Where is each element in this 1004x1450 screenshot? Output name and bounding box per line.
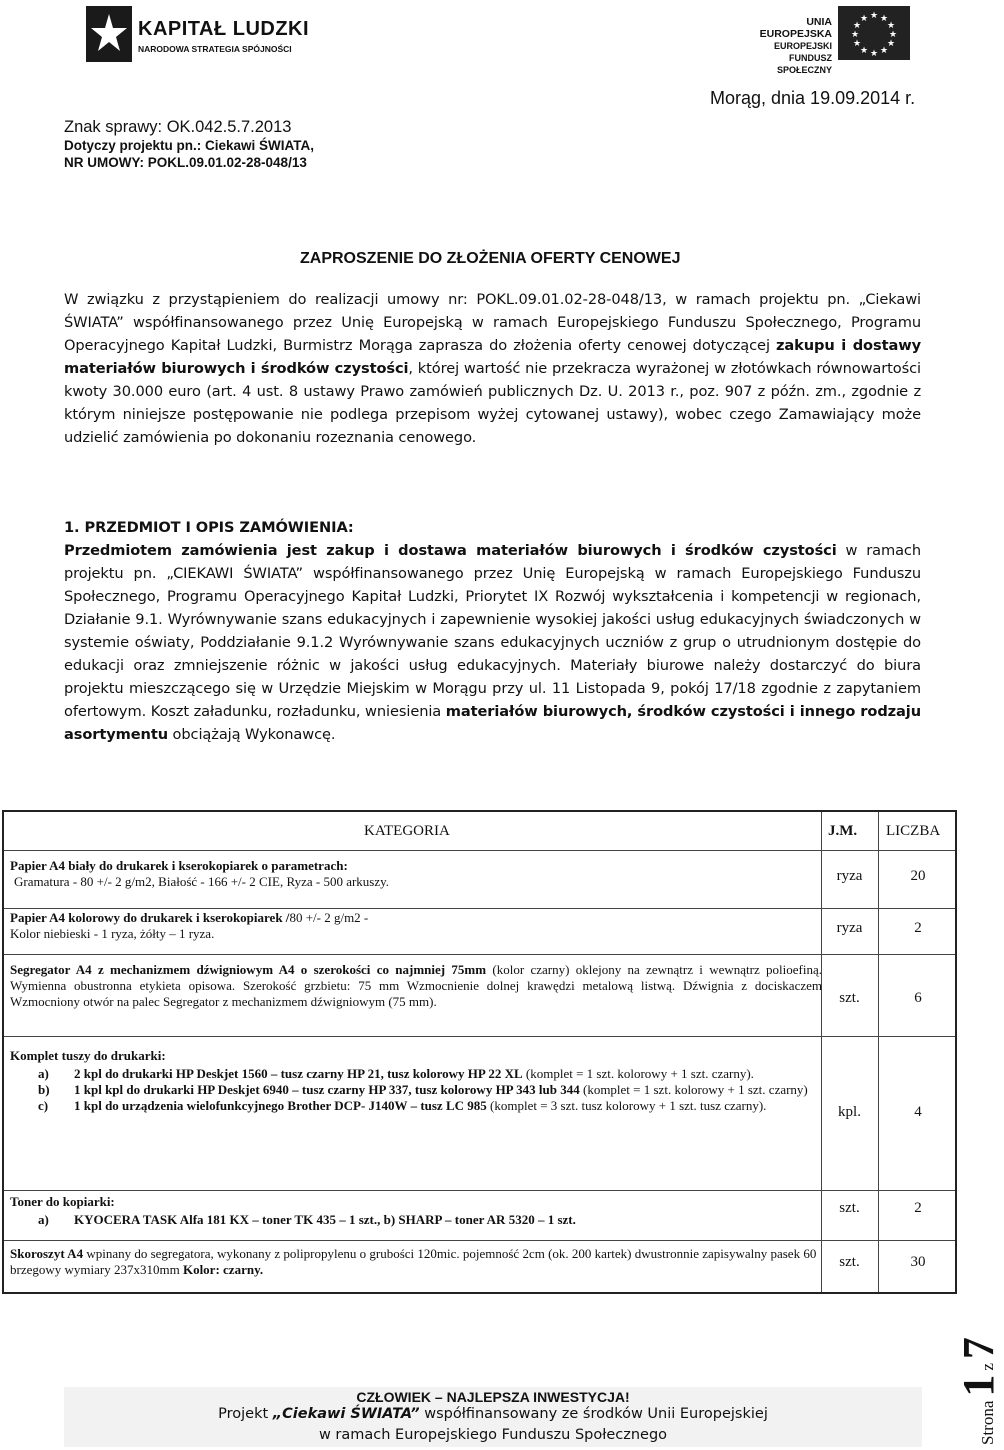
intro-text-1: W związku z przystąpieniem do realizacji umowy nr: POKL.09.01.02-28-048/13, w ramach projektu pn. „Ciekawi ŚWIATA” współfinansowanego przez Unię Europejską w ramach Europejskiego Funduszu Społecznego, Programu Operacyjnego Kapitał Ludzki, Burmistrz Morąga zaprasza do złożenia oferty cenowej dotyczącej xyxy=(64,291,921,354)
header-qty: LICZBA xyxy=(886,823,941,839)
svg-text:★: ★ xyxy=(850,30,860,40)
project-line: Dotyczy projektu pn.: Ciekawi ŚWIATA, xyxy=(64,138,315,153)
list-item xyxy=(10,1066,822,1082)
case-number: Znak sprawy: OK.042.5.7.2013 xyxy=(64,118,292,136)
row-title: Segregator A4 z mechanizmem dźwigniowym A4 o szerokości co najmniej 75mm xyxy=(10,962,487,977)
row-title-rest: 80 +/- 2 g/m2 - xyxy=(289,910,369,925)
item-label: c) xyxy=(38,1098,49,1113)
item-bold: 1 kpl do urządzenia wielofunkcyjnego Brother DCP- J140W – tusz LC 985 xyxy=(74,1098,487,1113)
ink-list xyxy=(10,1066,822,1114)
footer-project xyxy=(64,1406,922,1422)
order-table xyxy=(2,810,957,1294)
eu-flag-icon xyxy=(838,6,910,60)
item-bold: KYOCERA TASK Alfa 181 KX – toner TK 435 – 1 szt., b) SHARP – toner AR 5320 – 1 szt. xyxy=(74,1212,576,1227)
logo-left-subtitle: NARODOWA STRATEGIA SPÓJNOŚCI xyxy=(138,44,292,54)
page-total: 7 xyxy=(954,1337,1003,1360)
row-desc: Kolor niebieski - 1 ryza, żółty – 1 ryza. xyxy=(10,926,215,941)
footer-project-name: „Ciekawi ŚWIATA” xyxy=(272,1406,420,1422)
list-item xyxy=(10,1098,822,1114)
intro-paragraph xyxy=(64,288,921,449)
footer-project-c: współfinansowany ze środków Unii Europejskiej xyxy=(419,1406,768,1422)
table-row xyxy=(10,1194,822,1228)
item-rest: (komplet = 1 szt. kolorowy + 1 szt. czarny) xyxy=(579,1082,808,1097)
section-text-2: obciążają Wykonawcę. xyxy=(168,726,336,743)
row-title: Papier A4 kolorowy do drukarek i kserokopiarek / xyxy=(10,910,290,925)
page-counter xyxy=(905,1250,1003,1445)
item-label: b) xyxy=(38,1082,50,1097)
svg-text:★: ★ xyxy=(886,21,896,31)
row-qty: 30 xyxy=(910,1254,926,1270)
row-qty: 2 xyxy=(914,1200,922,1216)
svg-text:★: ★ xyxy=(859,46,869,56)
star-flame-icon xyxy=(86,6,132,62)
footer-slogan: CZŁOWIEK – NAJLEPSZA INWESTYCJA! xyxy=(356,1389,630,1405)
footer-fund: w ramach Europejskiego Funduszu Społecznego xyxy=(318,1427,668,1443)
svg-text:★: ★ xyxy=(879,14,889,24)
kapital-ludzki-logo xyxy=(86,6,310,62)
svg-text:★: ★ xyxy=(888,30,898,40)
item-rest: (komplet = 3 szt. tusz kolorowy + 1 szt. tusz czarny). xyxy=(486,1098,767,1113)
intro-text-2: , której wartość nie przekracza wyrażonej w złotówkach równowartości kwoty 30.000 euro (art. 4 ust. 8 ustawy Prawo zamówień publicznych Dz. U. 2013 r., poz. 907 z późn. zm., zgodnie z którym niniejsze postępowanie nie podlega przepisom wyżej cytowanej ustawy), wobec czego Zamawiający może udzielić zamówienia po dokonaniu rozeznania cenowego. xyxy=(64,360,921,446)
row-title: Toner do kopiarki: xyxy=(10,1194,115,1209)
row-unit: szt. xyxy=(839,990,860,1006)
row-unit: kpl. xyxy=(838,1104,861,1120)
row-unit: ryza xyxy=(836,920,863,936)
logo-right-line1: UNIA EUROPEJSKA xyxy=(759,16,832,40)
row-unit: szt. xyxy=(839,1200,860,1216)
row-desc-bold: Kolor: czarny. xyxy=(182,1262,264,1277)
page-word: Strona xyxy=(978,1400,997,1445)
row-desc: (kolor czarny) oklejony na zewnątrz i wewnątrz polioefiną. Wymienna obustronna etykieta opisowa. Szerokość grzbietu: 75 mm Wzmocnienie dolnej krawędzi metalową listwą. Dźwignia z dociskaczem Wzmocniony otwór na palec Segregator z mechanizmem dźwigniowym (75 mm). xyxy=(10,962,822,1009)
table-row xyxy=(10,962,822,1010)
svg-text:★: ★ xyxy=(886,39,896,49)
case-info xyxy=(64,117,564,171)
item-rest: (komplet = 1 szt. kolorowy + 1 szt. czarny). xyxy=(522,1066,754,1081)
intro-bold: zakupu i dostawy materiałów biurowych i środków czystości xyxy=(64,337,921,377)
item-bold: 1 kpl kpl do drukarki HP Deskjet 6940 – tusz czarny HP 337, tusz kolorowy HP 343 lub 344 xyxy=(74,1082,580,1097)
logo-left-title: KAPITAŁ LUDZKI xyxy=(138,18,310,40)
document-date: Morąg, dnia 19.09.2014 r. xyxy=(710,88,916,108)
row-desc: Gramatura - 80 +/- 2 g/m2, Białość - 166 +/- 2 CIE, Ryza - 500 arkuszy. xyxy=(14,874,390,889)
table-row xyxy=(10,910,822,942)
table-row xyxy=(10,858,822,890)
table-row xyxy=(10,1246,822,1278)
row-desc: wpinany do segregatora, wykonany z polipropylenu o grubości 120mic. pojemność 2cm (ok. 200 kartek) dwustronnie zapisywalny pasek 60 brzegowy wymiary 237x310mm xyxy=(10,1246,817,1277)
item-bold: 2 kpl do drukarki HP Deskjet 1560 – tusz czarny HP 21, tusz kolorowy HP 22 XL xyxy=(74,1066,523,1081)
section-heading: 1. PRZEDMIOT I OPIS ZAMÓWIENIA: xyxy=(64,519,354,536)
row-title: Papier A4 biały do drukarek i kserokopiarek o parametrach: xyxy=(10,858,348,873)
page-number: 1 xyxy=(954,1374,1003,1397)
section-bold-1: Przedmiotem zamówienia jest zakup i dostawa materiałów biurowych i środków czystości xyxy=(64,542,837,559)
document-title: ZAPROSZENIE DO ZŁOŻENIA OFERTY CENOWEJ xyxy=(300,250,681,267)
svg-text:★: ★ xyxy=(869,11,879,21)
section-bold-2: materiałów biurowych, środków czystości i innego rodzaju asortymentu xyxy=(64,703,921,743)
svg-text:★: ★ xyxy=(869,49,879,59)
row-qty: 2 xyxy=(914,920,922,936)
table-row xyxy=(10,1048,822,1114)
list-item xyxy=(10,1082,822,1098)
eu-efs-logo xyxy=(740,6,910,75)
toner-list xyxy=(10,1212,822,1228)
logo-right-line3: FUNDUSZ SPOŁECZNY xyxy=(776,53,832,75)
svg-text:★: ★ xyxy=(879,46,889,56)
row-unit: szt. xyxy=(839,1254,860,1270)
header-category: KATEGORIA xyxy=(364,823,450,839)
item-label: a) xyxy=(38,1212,49,1227)
list-item xyxy=(10,1212,822,1228)
row-title: Komplet tuszy do drukarki: xyxy=(10,1048,166,1063)
item-label: a) xyxy=(38,1066,49,1081)
section-subject xyxy=(64,516,921,746)
svg-text:★: ★ xyxy=(859,14,869,24)
row-qty: 6 xyxy=(914,990,922,1006)
section-text-1: w ramach projektu pn. „CIEKAWI ŚWIATA” współfinansowanego przez Unię Europejską w ramach Europejskiego Funduszu Społecznego, Programu Operacyjnego Kapitał Ludzki, Priorytet IX Rozwój wykształcenia i kompetencji w regionach, Działanie 9.1. Wyrównywanie szans edukacyjnych i zapewnienie wysokiej jakości usług edukacyjnych świadczonych w systemie oświaty, Poddziałanie 9.1.2 Wyrównywanie szans edukacyjnych uczniów z grup o utrudnionym dostępie do edukacji oraz zmniejszenie różnic w jakości usług edukacyjnych. Materiały biurowe należy dostarczyć do biura projektu mieszczącego się w Urzędzie Miejskim w Morągu przy ul. 11 Listopada 9, pokój 17/18 zgodnie z zapytaniem ofertowym. Koszt załadunku, rozładunku, wniesienia xyxy=(64,542,921,720)
row-title: Skoroszyt A4 xyxy=(10,1246,84,1261)
row-qty: 20 xyxy=(910,868,926,884)
header-unit: J.M. xyxy=(828,823,858,839)
contract-number: NR UMOWY: POKL.09.01.02-28-048/13 xyxy=(64,155,307,170)
page-of: z xyxy=(978,1363,997,1371)
svg-text:★: ★ xyxy=(852,21,862,31)
logo-right-line2: EUROPEJSKI xyxy=(773,41,832,51)
svg-text:★: ★ xyxy=(852,39,862,49)
footer-project-a: Projekt xyxy=(218,1406,273,1422)
row-unit: ryza xyxy=(836,868,863,884)
row-qty: 4 xyxy=(914,1104,922,1120)
